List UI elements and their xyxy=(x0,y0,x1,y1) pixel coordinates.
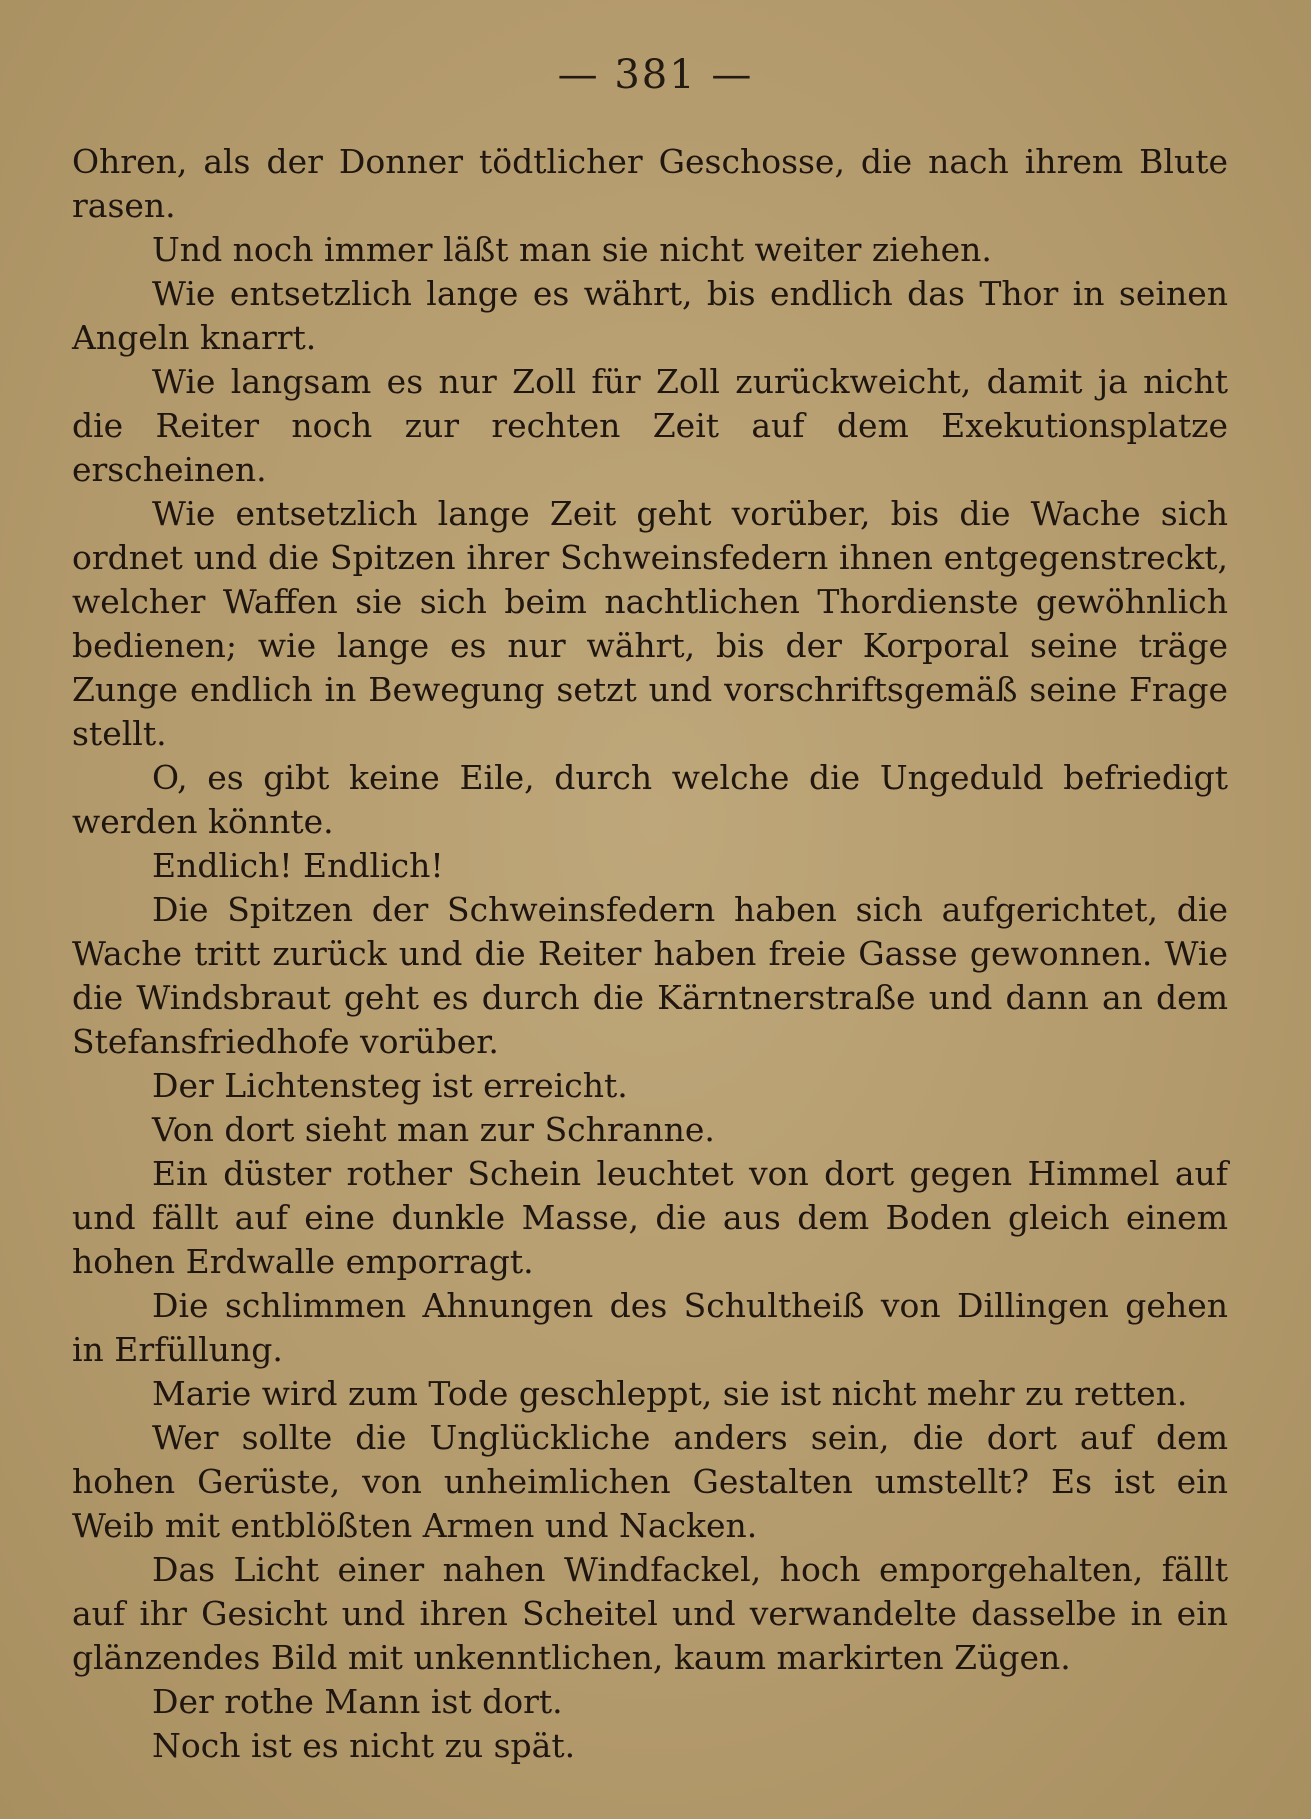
paragraph: Und noch immer läßt man sie nicht weiter ziehen. xyxy=(152,230,992,269)
paragraph: Der rothe Mann ist dort. xyxy=(152,1682,563,1721)
paragraph: Der Lichtensteg ist erreicht. xyxy=(152,1066,628,1105)
paragraph: Noch ist es nicht zu spät. xyxy=(152,1726,576,1765)
paragraph: Die schlimmen Ahnungen des Schultheiß von Dillingen gehen in Erfüllung. xyxy=(72,1286,1228,1369)
body-text xyxy=(72,140,1228,1768)
paragraph: Wie entsetzlich lange es währt, bis endlich das Thor in seinen Angeln knarrt. xyxy=(72,274,1228,357)
paragraph: Wie entsetzlich lange Zeit geht vorüber, bis die Wache sich ordnet und die Spitzen ihrer Schweinsfedern ihnen entgegenstreckt, welcher Waffen sie sich beim nachtlichen Thordienste gewöhnlich bedienen; wie lange es nur währt, bis der Korporal seine träge Zunge endlich in Bewegung setzt und vorschriftsgemäß seine Frage stellt. xyxy=(72,494,1228,753)
paragraph: Ein düster rother Schein leuchtet von dort gegen Himmel auf und fällt auf eine dunkle Masse, die aus dem Boden gleich einem hohen Erdwalle emporragt. xyxy=(72,1154,1228,1281)
paragraph: Ohren, als der Donner tödtlicher Geschosse, die nach ihrem Blute rasen. xyxy=(72,142,1228,225)
paragraph: Marie wird zum Tode geschleppt, sie ist nicht mehr zu retten. xyxy=(152,1374,1188,1413)
paragraph: O, es gibt keine Eile, durch welche die Ungeduld befriedigt werden könnte. xyxy=(72,758,1228,841)
paragraph: Die Spitzen der Schweinsfedern haben sich aufgerichtet, die Wache tritt zurück und die Reiter haben freie Gasse gewonnen. Wie die Windsbraut geht es durch die Kärntnerstraße und dann an dem Stefansfriedhofe vorüber. xyxy=(72,890,1228,1061)
paragraph: Wer sollte die Unglückliche anders sein, die dort auf dem hohen Gerüste, von unheimlichen Gestalten umstellt? Es ist ein Weib mit entblößten Armen und Nacken. xyxy=(72,1418,1228,1545)
paragraph: Wie langsam es nur Zoll für Zoll zurückweicht, damit ja nicht die Reiter noch zur rechten Zeit auf dem Exekutionsplatze erscheinen. xyxy=(72,362,1228,489)
page-number: — 381 — xyxy=(557,52,754,98)
paragraph: Endlich! Endlich! xyxy=(152,846,444,885)
paragraph: Von dort sieht man zur Schranne. xyxy=(152,1110,715,1149)
paragraph: Das Licht einer nahen Windfackel, hoch emporgehalten, fällt auf ihr Gesicht und ihren Scheitel und verwandelte dasselbe in ein glänzendes Bild mit unkenntlichen, kaum markirten Zügen. xyxy=(72,1550,1228,1677)
